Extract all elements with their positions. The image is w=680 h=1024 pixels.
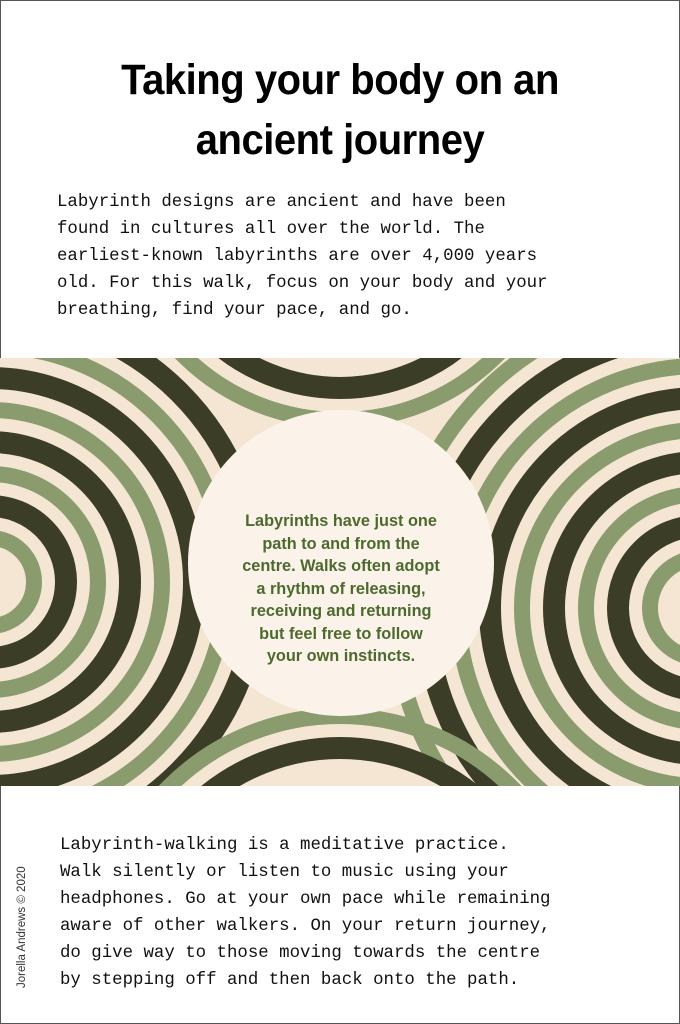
outro-line: do give way to those moving towards the centre <box>60 944 541 963</box>
intro-line: found in cultures all over the world. The <box>57 220 485 239</box>
intro-paragraph <box>57 189 647 324</box>
outro-line: by stepping off and then back onto the path. <box>60 971 520 990</box>
intro-line: breathing, find your pace, and go. <box>57 301 412 320</box>
outro-line: aware of other walkers. On your return journey, <box>60 917 551 936</box>
callout-line: receiving and returning <box>250 602 432 620</box>
callout-line: your own instincts. <box>266 647 416 665</box>
outro-line: Labyrinth-walking is a meditative practice. <box>60 836 509 855</box>
callout-line: but feel free to follow <box>259 624 423 643</box>
intro-line: earliest-known labyrinths are over 4,000 years <box>57 247 538 266</box>
callout-line: path to and from the <box>262 534 420 553</box>
callout-line: a rhythm of releasing, <box>256 579 426 598</box>
callout-line: centre. Walks often adopt <box>242 557 440 575</box>
page-title <box>61 50 619 170</box>
copyright-credit: Jorella Andrews © 2020 <box>16 866 28 988</box>
callout-line: Labyrinths have just one <box>245 512 437 530</box>
outro-line: headphones. Go at your own pace while remaining <box>60 890 551 909</box>
title-line: ancient journey <box>195 116 485 164</box>
callout-text <box>208 510 474 668</box>
intro-line: old. For this walk, focus on your body and your <box>57 274 548 293</box>
title-line: Taking your body on an <box>121 56 559 104</box>
intro-line: Labyrinth designs are ancient and have been <box>57 193 506 212</box>
outro-line: Walk silently or listen to music using your <box>60 863 509 882</box>
outro-paragraph <box>60 832 660 994</box>
